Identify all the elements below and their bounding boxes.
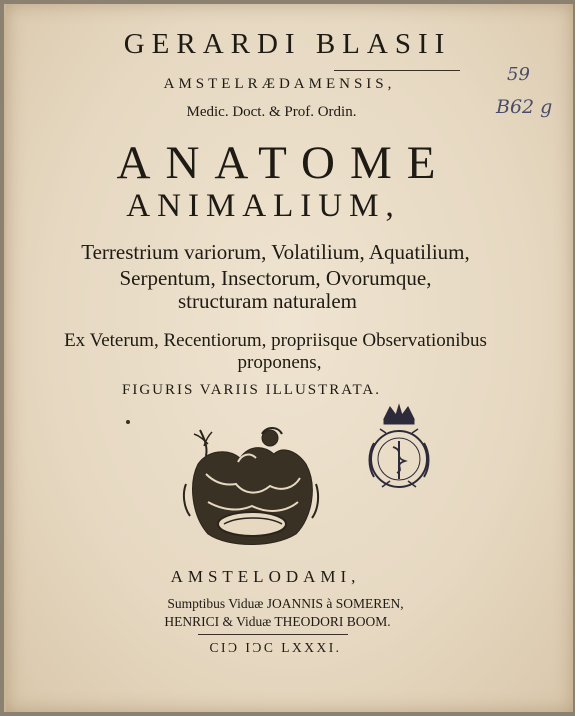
author-name: GERARDI BLASII <box>123 28 452 60</box>
main-title-line-1: ANATOME <box>116 137 451 189</box>
sources-line-2: proponens, <box>237 352 322 373</box>
illustrated-note: FIGURIS VARIIS ILLUSTRATA. <box>121 382 382 398</box>
library-stamp-icon <box>360 403 438 491</box>
subtitle-line-3: structuram naturalem <box>177 289 357 313</box>
subtitle-line-2: Serpentum, Insectorum, Ovorumque, <box>119 266 432 290</box>
shelfmark-line-1: 59 <box>507 64 530 85</box>
imprint-publisher-line-1: Sumptibus Viduæ JOANNIS à SOMEREN, <box>167 596 404 611</box>
ink-speck <box>126 420 130 424</box>
author-origin: AMSTELRÆDAMENSIS, <box>163 76 396 92</box>
imprint-publisher-line-2: HENRICI & Viduæ THEODORI BOOM. <box>164 614 391 629</box>
main-title-line-2: ANIMALIUM, <box>126 188 401 224</box>
author-degree: Medic. Doct. & Prof. Ordin. <box>186 104 357 120</box>
sources-line-1: Ex Veterum, Recentiorum, propriisque Observationibus <box>64 330 487 351</box>
imprint-date: CIƆ IƆC LXXXI. <box>209 640 342 655</box>
printers-device-icon <box>178 424 324 550</box>
divider-rule <box>334 70 460 71</box>
shelfmark-line-2: B62 g <box>496 96 553 118</box>
subtitle-line-1: Terrestrium variorum, Volatilium, Aquatilium, <box>81 240 470 264</box>
imprint-city: AMSTELODAMI, <box>170 567 361 586</box>
imprint-rule <box>198 634 348 635</box>
